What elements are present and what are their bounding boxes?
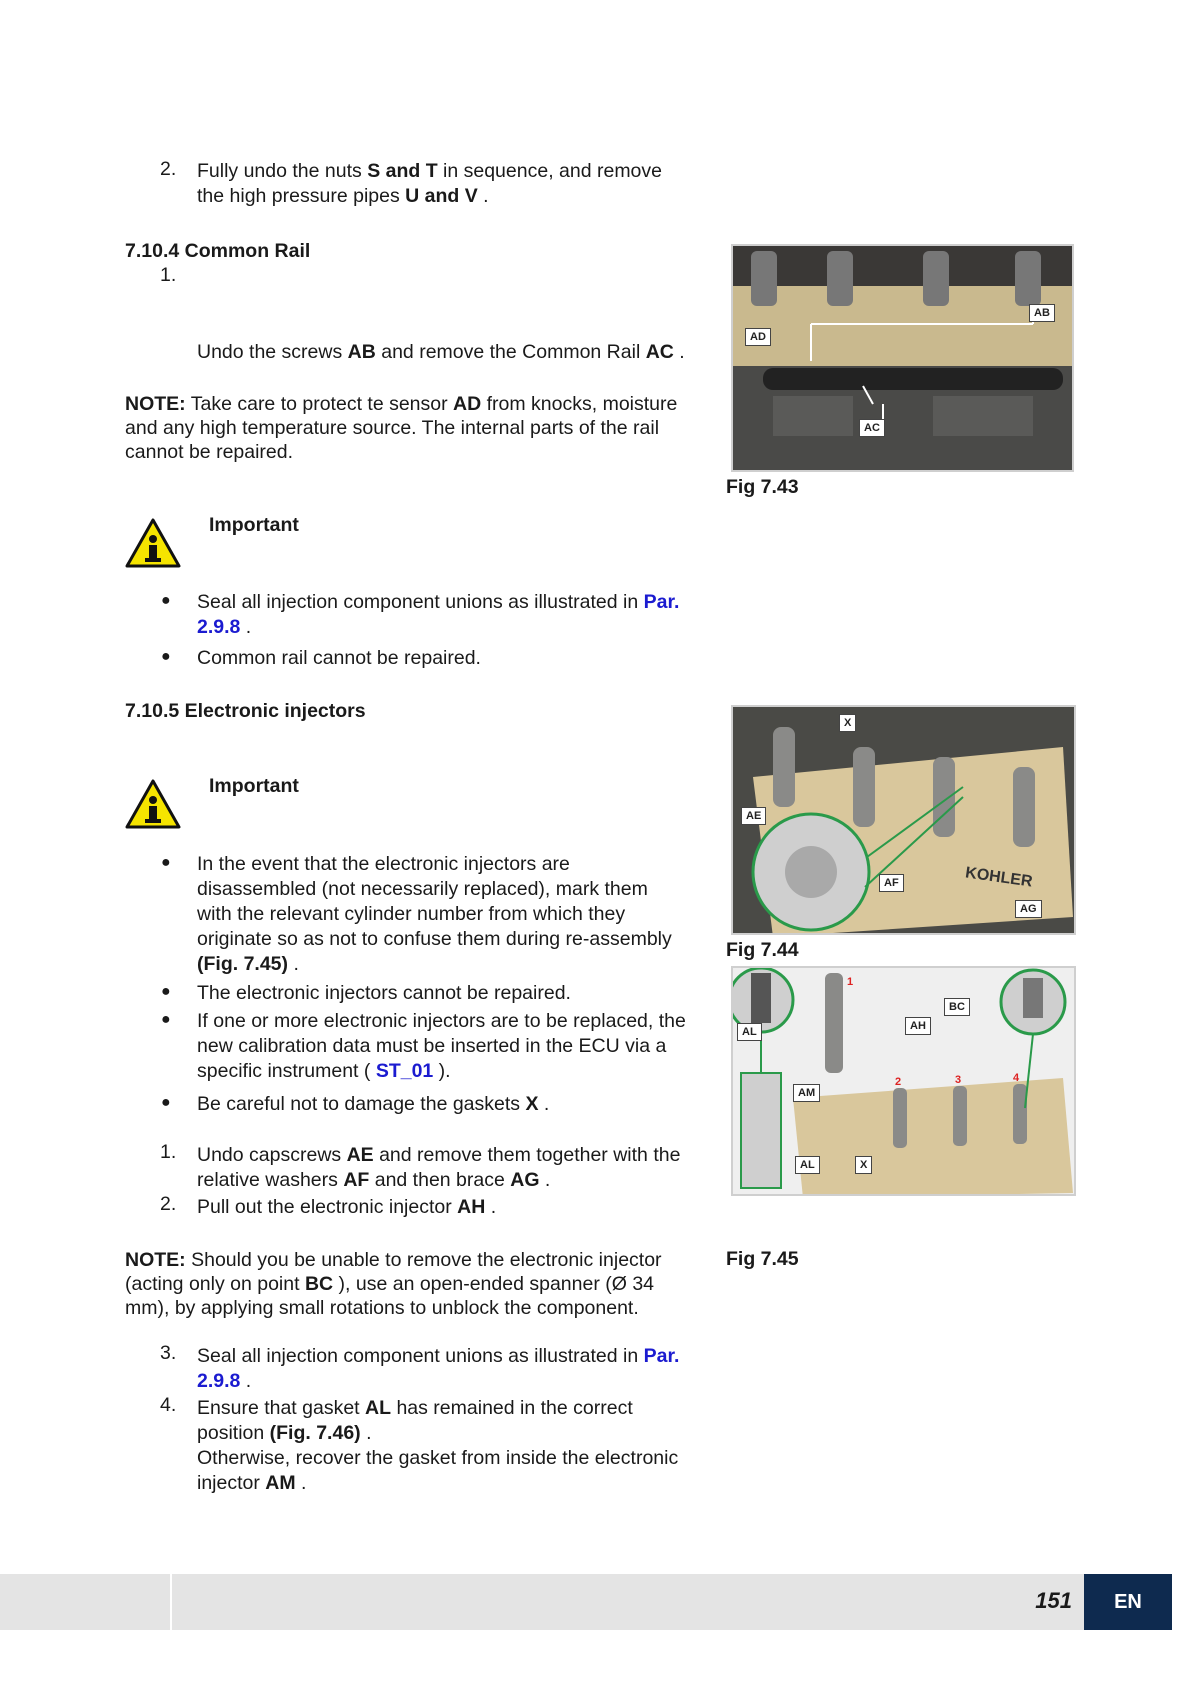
- paragraph-link[interactable]: 2.9.8: [197, 1370, 241, 1392]
- bullet-dot: ●: [161, 1011, 171, 1028]
- text: .: [485, 1196, 497, 1218]
- callout-label: AL: [795, 1156, 820, 1174]
- bold-ref: AL: [365, 1397, 392, 1419]
- callout-label: AM: [793, 1084, 820, 1102]
- text: and remove the Common Rail: [375, 341, 646, 363]
- step-number: 4.: [160, 1394, 177, 1416]
- callout-label: AD: [745, 328, 771, 346]
- callout-label: X: [839, 714, 856, 732]
- important-label: Important: [209, 514, 299, 536]
- paragraph-link[interactable]: 2.9.8: [197, 616, 241, 638]
- text: Ensure that gasket: [197, 1397, 366, 1419]
- bold-ref: S and T: [367, 160, 438, 182]
- step-number: 1.: [160, 264, 177, 286]
- bold-ref: X: [525, 1093, 539, 1115]
- page-number: 151: [1035, 1588, 1072, 1613]
- step-number: 3.: [160, 1342, 177, 1364]
- text: new calibration data must be inserted in the ECU via a: [197, 1035, 667, 1057]
- bold-ref: U and V: [405, 185, 478, 207]
- step-number: 2.: [160, 1193, 177, 1215]
- callout-label: X: [855, 1156, 872, 1174]
- warning-info-icon: [124, 517, 182, 569]
- bold-ref: AC: [645, 341, 674, 363]
- step-number: 1.: [160, 1141, 177, 1163]
- figure-7-45-caption: Fig 7.45: [726, 1248, 799, 1270]
- text: disassembled (not necessarily replaced), mark them: [197, 878, 648, 900]
- text: Undo the screws: [197, 341, 348, 363]
- text: position: [197, 1422, 270, 1444]
- bullet-mark-injectors: [197, 852, 717, 977]
- cylinder-number: 1: [847, 976, 854, 988]
- bold-ref: AG: [510, 1169, 540, 1191]
- callout-label: BC: [944, 998, 970, 1016]
- callout-label: AG: [1015, 900, 1042, 918]
- bold-ref: AD: [453, 393, 482, 415]
- warning-info-icon: [124, 778, 182, 830]
- bold-ref: AM: [265, 1472, 296, 1494]
- text: .: [360, 1422, 372, 1444]
- text: In the event that the electronic injectors are: [197, 853, 570, 875]
- text: ), use an open-ended spanner (Ø 34: [333, 1273, 655, 1295]
- text: Undo capscrews: [197, 1144, 347, 1166]
- text: injector: [197, 1472, 266, 1494]
- text: and remove them together with the: [373, 1144, 681, 1166]
- step-3-seal: [197, 1344, 717, 1394]
- text: originate so as not to confuse them during re-assembly: [197, 928, 672, 950]
- text: (acting only on point: [125, 1273, 305, 1295]
- paragraph-link[interactable]: Par.: [643, 1345, 680, 1367]
- text: Fully undo the nuts: [197, 160, 368, 182]
- text: If one or more electronic injectors are to be replaced, the: [197, 1010, 686, 1032]
- common-rail-illustration: [733, 246, 1074, 472]
- bold-ref: AF: [343, 1169, 370, 1191]
- bold-ref: AE: [346, 1144, 374, 1166]
- note-label: NOTE:: [125, 1249, 186, 1271]
- bold-ref: AB: [347, 341, 376, 363]
- text: Be careful not to damage the gaskets: [197, 1093, 526, 1115]
- step-2-pull-injector: [197, 1195, 496, 1220]
- note-sensor: [125, 392, 705, 464]
- text: cannot be repaired.: [125, 441, 294, 463]
- figure-7-43-caption: Fig 7.43: [726, 476, 799, 498]
- bullet-dot: ●: [161, 1094, 171, 1111]
- important-label: Important: [209, 775, 299, 797]
- callout-label: AB: [1029, 304, 1055, 322]
- bullet-rail-not-repairable: Common rail cannot be repaired.: [197, 647, 481, 669]
- cylinder-number: 2: [895, 1076, 902, 1088]
- text: has remained in the correct: [391, 1397, 633, 1419]
- figure-7-44-caption: Fig 7.44: [726, 939, 799, 961]
- step-2-text: [197, 159, 717, 209]
- step-number: 2.: [160, 158, 177, 180]
- text: .: [538, 1093, 550, 1115]
- text: Pull out the electronic injector: [197, 1196, 458, 1218]
- text: and then brace: [369, 1169, 511, 1191]
- text: .: [240, 616, 252, 638]
- bullet-dot: ●: [161, 592, 171, 609]
- text: .: [539, 1169, 551, 1191]
- note-spanner: [125, 1248, 705, 1320]
- text: Otherwise, recover the gasket from inside the electronic: [197, 1447, 679, 1469]
- callout-label: AF: [879, 874, 904, 892]
- text: in sequence, and remove: [437, 160, 663, 182]
- text: with the relevant cylinder number from which they: [197, 903, 626, 925]
- cylinder-number: 3: [955, 1074, 962, 1086]
- note-label: NOTE:: [125, 393, 186, 415]
- text: the high pressure pipes: [197, 185, 406, 207]
- figure-7-44-photo: [731, 705, 1076, 935]
- callout-label: AH: [905, 1017, 931, 1035]
- bold-ref: AH: [457, 1196, 486, 1218]
- text: specific instrument (: [197, 1060, 376, 1082]
- cylinder-number: 4: [1013, 1072, 1020, 1084]
- step-1-rail-text: [197, 340, 685, 365]
- figure-7-45-photo: [731, 966, 1076, 1196]
- text: .: [673, 341, 685, 363]
- text: .: [240, 1370, 252, 1392]
- section-heading-electronic-injectors: 7.10.5 Electronic injectors: [125, 700, 366, 722]
- text: Seal all injection component unions as illustrated in: [197, 1345, 644, 1367]
- text: .: [288, 953, 299, 975]
- language-badge: EN: [1084, 1574, 1172, 1630]
- text: from knocks, moisture: [481, 393, 678, 415]
- footer-divider: [170, 1574, 172, 1630]
- text: mm), by applying small rotations to unblock the component.: [125, 1297, 639, 1319]
- bullet-dot: ●: [161, 983, 171, 1000]
- bullet-gaskets: [197, 1092, 549, 1117]
- text: Should you be unable to remove the electronic injector: [185, 1249, 662, 1271]
- brand-mark: KOHLER: [964, 864, 1034, 891]
- text: relative washers: [197, 1169, 344, 1191]
- text: Seal all injection component unions as illustrated in: [197, 591, 644, 613]
- text: .: [477, 185, 489, 207]
- callout-label: AE: [741, 807, 766, 825]
- figure-ref: (Fig. 7.45): [197, 953, 289, 975]
- paragraph-link[interactable]: Par.: [643, 591, 680, 613]
- figure-7-43-photo: [731, 244, 1074, 472]
- callout-label: AL: [737, 1023, 762, 1041]
- footer-bar: [0, 1574, 1084, 1630]
- step-4-gasket: [197, 1396, 717, 1496]
- text: Take care to protect te sensor: [185, 393, 454, 415]
- injector-removal-illustration: [733, 968, 1076, 1196]
- figure-ref: (Fig. 7.46): [269, 1422, 361, 1444]
- text: .: [295, 1472, 307, 1494]
- step-2-top: [160, 157, 176, 182]
- bold-ref: BC: [304, 1273, 334, 1295]
- callout-label: AC: [859, 419, 885, 437]
- step-1-capscrews: [197, 1143, 717, 1193]
- text: and any high temperature source. The internal parts of the rail: [125, 417, 660, 439]
- bullet-seal-unions: [197, 590, 717, 640]
- bullet-calibration: [197, 1009, 727, 1084]
- bullet-injectors-not-repairable: The electronic injectors cannot be repaired.: [197, 982, 571, 1004]
- section-heading-common-rail: 7.10.4 Common Rail: [125, 240, 311, 262]
- bullet-dot: ●: [161, 854, 171, 871]
- bullet-dot: ●: [161, 648, 171, 665]
- text: ).: [433, 1060, 451, 1082]
- tool-link[interactable]: ST_01: [375, 1060, 434, 1082]
